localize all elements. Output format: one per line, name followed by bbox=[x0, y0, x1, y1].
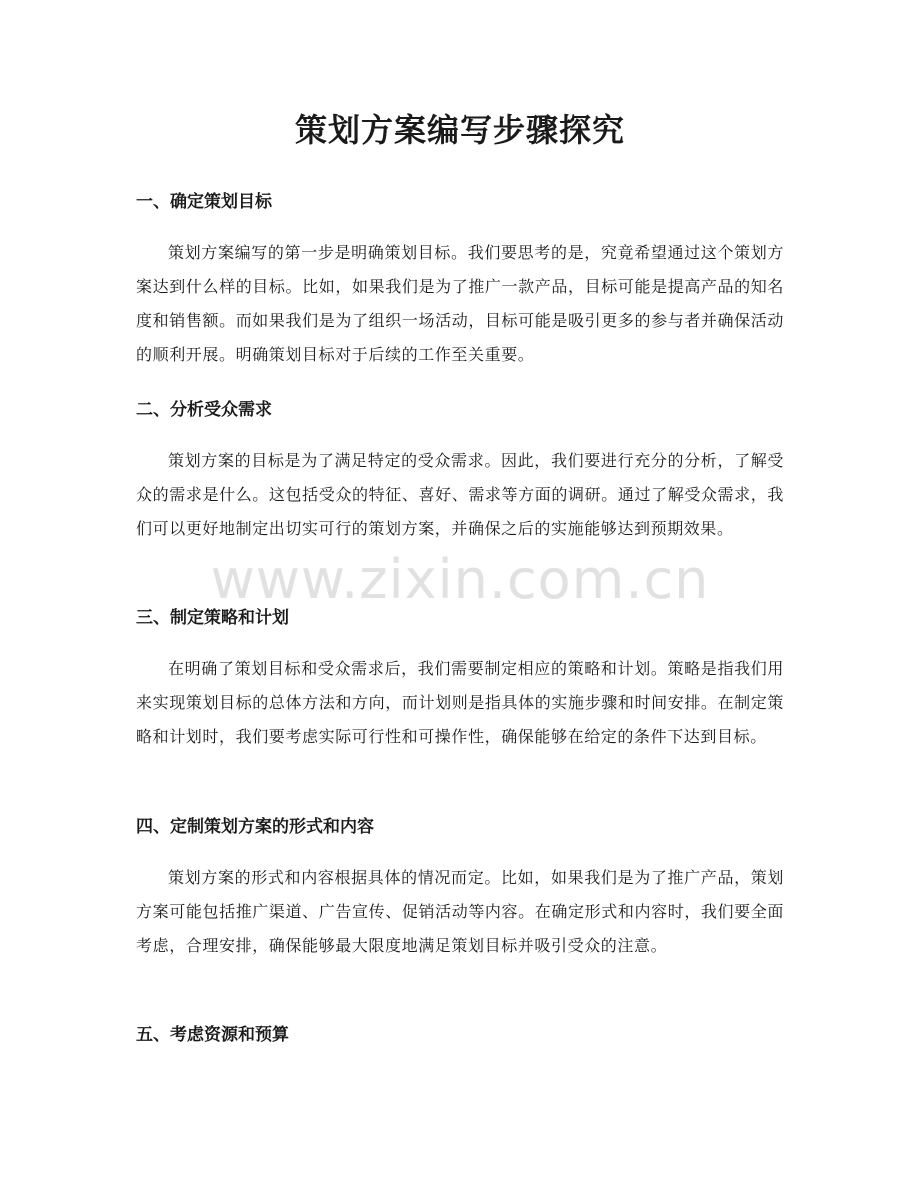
section-body-2: 策划方案的目标是为了满足特定的受众需求。因此，我们要进行充分的分析，了解受众的需求是什么。这包括受众的特征、喜好、需求等方面的调研。通过了解受众需求，我们可以更好地制定出切实可行的策划方案，并确保之后的实施能够达到预期效果。 bbox=[136, 451, 784, 538]
document-title: 策划方案编写步骤探究 bbox=[294, 111, 625, 149]
section-heading-4: 四、定制策划方案的形式和内容 bbox=[136, 817, 374, 837]
section-body-3: 在明确了策划目标和受众需求后，我们需要制定相应的策略和计划。策略是指我们用来实现策划目标的总体方法和方向，而计划则是指具体的实施步骤和时间安排。在制定策略和计划时，我们要考虑实际可行性和可操作性，确保能够在给定的条件下达到目标。 bbox=[136, 659, 784, 746]
section-body-1: 策划方案编写的第一步是明确策划目标。我们要思考的是，究竟希望通过这个策划方案达到什么样的目标。比如，如果我们是为了推广一款产品，目标可能是提高产品的知名度和销售额。而如果我们是为了组织一场活动，目标可能是吸引更多的参与者并确保活动的顺利开展。明确策划目标对于后续的工作至关重要。 bbox=[136, 243, 784, 364]
section-heading-5: 五、考虑资源和预算 bbox=[136, 1025, 289, 1045]
section-heading-2: 二、分析受众需求 bbox=[136, 400, 272, 420]
section-body-4: 策划方案的形式和内容根据具体的情况而定。比如，如果我们是为了推广产品，策划方案可能包括推广渠道、广告宣传、促销活动等内容。在确定形式和内容时，我们要全面考虑，合理安排，确保能够最大限度地满足策划目标并吸引受众的注意。 bbox=[136, 868, 784, 955]
section-heading-3: 三、制定策略和计划 bbox=[136, 608, 289, 628]
watermark: www.zixin.com.cn bbox=[210, 548, 710, 611]
section-heading-1: 一、确定策划目标 bbox=[136, 192, 272, 212]
